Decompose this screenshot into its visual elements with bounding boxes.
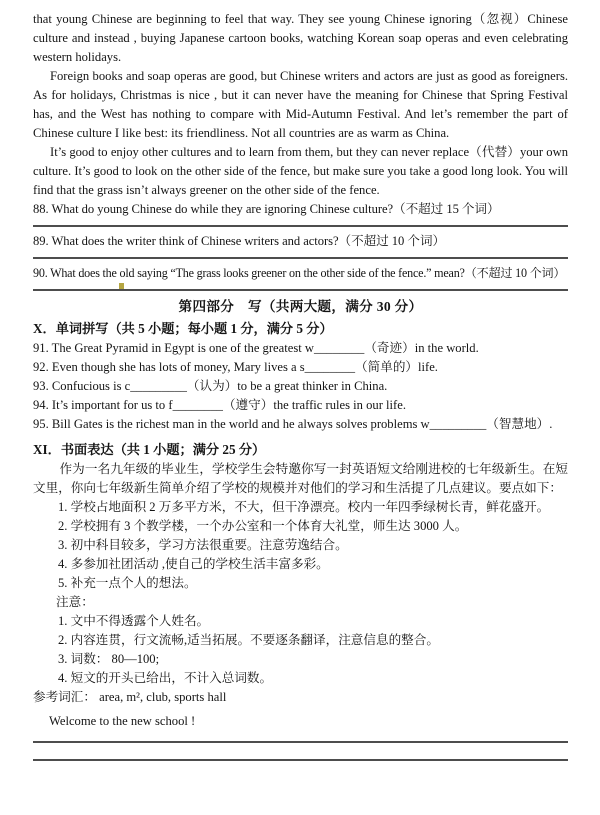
word-spelling-heading: X．单词拼写（共 5 小题；每小题 1 分，满分 5 分） (33, 321, 333, 336)
spelling-item-94: 94. It’s important for us to f________（遵守）the traffic rules in our life. (33, 398, 406, 412)
highlight-mark (119, 283, 124, 289)
spelling-item-92: 92. Even though she has lots of money, Mary lives a s________（简单的）life. (33, 360, 438, 374)
question-90: 90. What does the old saying “The grass looks greener on the other side of the fence.” mean?（不超过 10 个词） (33, 266, 566, 280)
writing-heading: XI．书面表达（共 1 小题；满分 25 分） (33, 442, 266, 457)
spelling-item-91: 91. The Great Pyramid in Egypt is one of the greatest w________（奇迹）in the world. (33, 341, 479, 355)
essay-answer-line-1 (33, 741, 568, 743)
reference-words: 参考词汇： area, m², club, sports hall (33, 690, 227, 704)
spelling-item-95: 95. Bill Gates is the richest man in the world and he always solves problems w_________（智慧地）. (33, 417, 553, 431)
answer-line-88 (33, 225, 568, 227)
writing-note-4: 4. 短文的开头已给出，不计入总词数。 (58, 671, 273, 685)
writing-note-2: 2. 内容连贯，行文流畅,适当拓展。不要逐条翻译，注意信息的整合。 (58, 633, 439, 647)
answer-line-90 (33, 289, 568, 291)
essay-answer-line-2 (33, 759, 568, 761)
writing-point-1: 1. 学校占地面积 2 万多平方米，不大，但干净漂亮。校内一年四季绿树长青，鲜花盛开。 (58, 500, 550, 514)
notes-label: 注意： (56, 595, 94, 609)
writing-point-3: 3. 初中科目较多，学习方法很重要。注意劳逸结合。 (58, 538, 348, 552)
writing-point-2: 2. 学校拥有 3 个教学楼，一个办公室和一个体育大礼堂，师生达 3000 人。 (58, 519, 468, 533)
spelling-item-93: 93. Confucious is c_________（认为）to be a great thinker in China. (33, 379, 388, 393)
writing-note-3: 3. 词数： 80—100; (58, 652, 160, 666)
writing-intro: 作为一名九年级的毕业生，学校学生会特邀你写一封英语短文给刚进校的七年级新生。在短文里，你向七年级新生简单介绍了学校的规模并对他们的学习和生活提了几点建议。要点如下： (33, 462, 568, 495)
writing-point-4: 4. 多参加社团活动 ,使自己的学校生活丰富多彩。 (58, 557, 329, 571)
question-88: 88. What do young Chinese do while they are ignoring Chinese culture?（不超过 15 个词） (33, 202, 500, 216)
question-89: 89. What does the writer think of Chinese writers and actors?（不超过 10 个词） (33, 234, 446, 248)
short-answer-section (33, 200, 568, 291)
writing-note-1: 1. 文中不得透露个人姓名。 (58, 614, 210, 628)
reading-passage (33, 10, 568, 200)
passage-paragraph-1: that young Chinese are beginning to feel that way. They see young Chinese ignoring（忽视）Chinese culture and instead , buying Japanese cartoon books, watching Korean soap operas and even celebrating western holidays. (33, 12, 568, 64)
writing-point-5: 5. 补充一点个人的想法。 (58, 576, 197, 590)
passage-paragraph-3: It’s good to enjoy other cultures and to learn from them, but they can never replace（代替）your own culture. It’s good to look on the other side of the fence, but make sure you take a good long look. You will find that the grass isn’t always greener on the other side of the fence. (33, 145, 568, 197)
answer-line-89 (33, 257, 568, 259)
essay-opening-line: Welcome to the new school ! (49, 714, 196, 728)
word-spelling-section (33, 318, 568, 434)
writing-section (33, 439, 568, 761)
section-four-title: 第四部分 写（共两大题，满分 30 分） (178, 299, 423, 314)
passage-paragraph-2: Foreign books and soap operas are good, but Chinese writers and actors are just as good as foreigners. As for holidays, Christmas is nice , but it can never have the meaning for Chinese that Spring Festival has, and the West has nothing to compare with Mid-Autumn Festival. And let’s remember the part of Chinese culture I like best: its friendliness. Not all countries are as warm as China. (33, 69, 568, 140)
